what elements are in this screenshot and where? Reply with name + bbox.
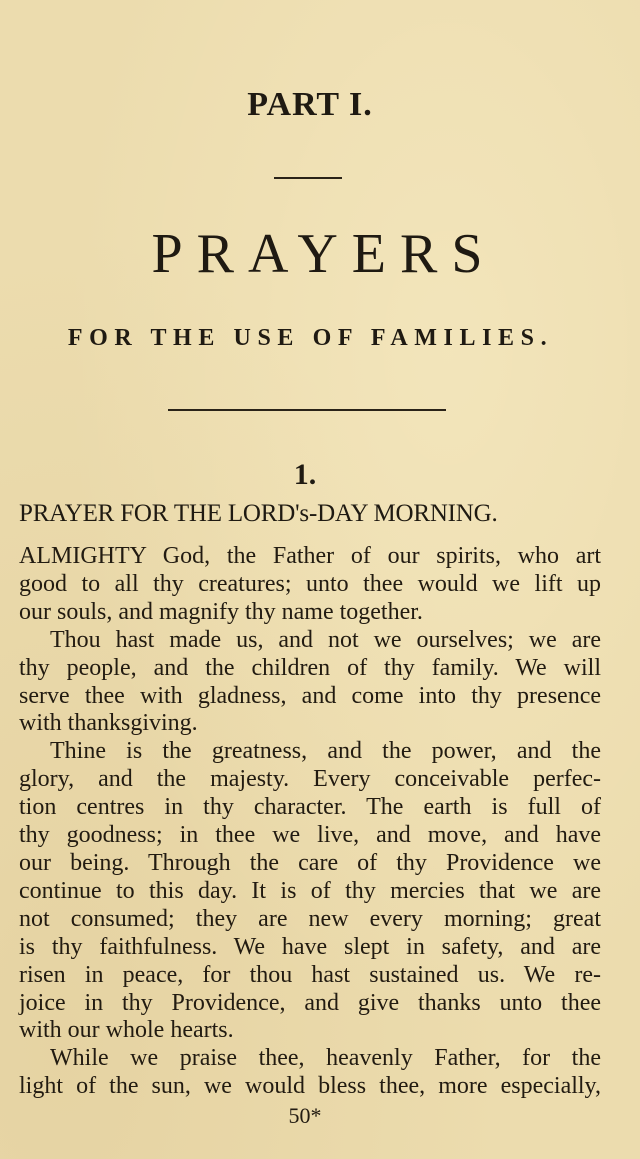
text-line: risen in peace, for thou hast sustained us. We re- <box>19 961 601 988</box>
page-number: 50* <box>288 1103 322 1128</box>
prayer-number: 1. <box>293 458 317 491</box>
text-line: ALMIGHTY God, the Father of our spirits, who art <box>19 543 601 569</box>
text-line: Thine is the greatness, and the power, and the <box>50 738 601 765</box>
text-line: our being. Through the care of thy Providence we <box>19 849 601 876</box>
prayer-heading: PRAYER FOR THE LORD's-DAY MORNING. <box>19 500 498 527</box>
text-line: glory, and the majesty. Every conceivable perfec- <box>19 766 601 793</box>
text-line: is thy faithfulness. We have slept in safety, and are <box>19 933 601 960</box>
text-line: serve thee with gladness, and come into thy presence <box>19 682 601 709</box>
text-line: with our whole hearts. <box>19 1017 234 1044</box>
text-line: not consumed; they are new every morning; great <box>19 905 601 932</box>
text-line: thy goodness; in thee we live, and move, and have <box>19 822 601 849</box>
text-line: light of the sun, we would bless thee, more especially, <box>19 1073 601 1100</box>
text-line: good to all thy creatures; unto thee would we lift up <box>19 570 601 597</box>
part-title: PART I. <box>247 86 373 123</box>
text-line: Thou hast made us, and not we ourselves; we are <box>50 626 601 653</box>
main-title: PRAYERS <box>151 223 497 285</box>
prayer-body <box>19 543 601 1101</box>
short-divider-rule <box>274 177 342 179</box>
text-line: thy people, and the children of thy family. We will <box>19 654 601 681</box>
text-line: tion centres in thy character. The earth is full of <box>19 794 601 821</box>
text-line: our souls, and magnify thy name together. <box>19 598 423 625</box>
text-line: joice in thy Providence, and give thanks unto thee <box>19 989 601 1016</box>
text-line: continue to this day. It is of thy mercies that we are <box>19 877 601 904</box>
text-line: with thanksgiving. <box>19 710 198 737</box>
subtitle: FOR THE USE OF FAMILIES. <box>67 325 554 351</box>
long-divider-rule <box>168 409 446 411</box>
text-line: While we praise thee, heavenly Father, for the <box>50 1045 601 1072</box>
